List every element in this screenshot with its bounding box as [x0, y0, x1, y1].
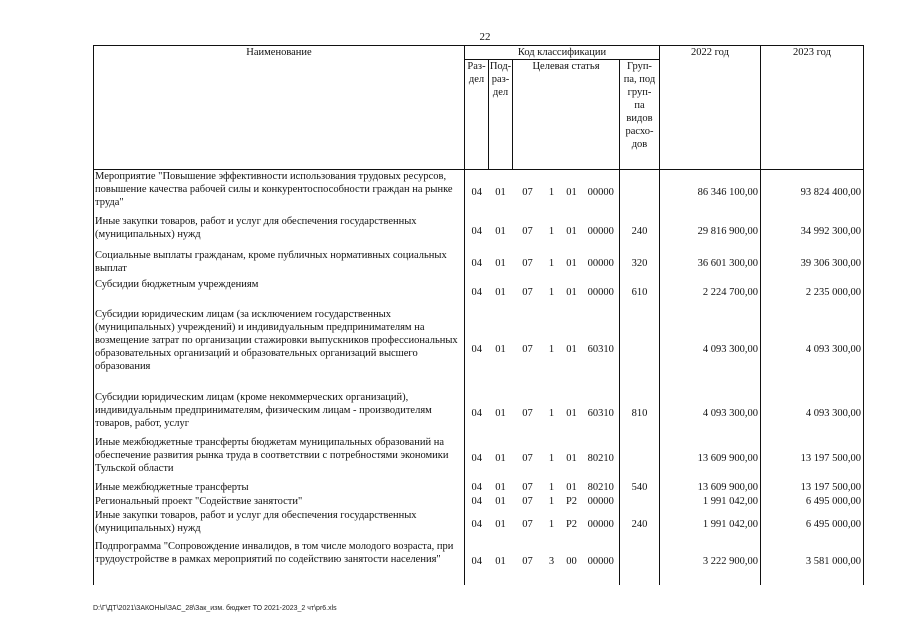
row-tsel-1: 07 — [522, 226, 533, 237]
row-razdel: 04 — [465, 249, 489, 278]
table-row — [94, 215, 864, 249]
row-tsel-2: 1 — [548, 452, 555, 464]
row-2023: 13 197 500,00 — [761, 481, 864, 495]
row-razdel: 04 — [465, 495, 489, 509]
row-name: Субсидии юридическим лицам (за исключением государственных (муниципальных) учреждений) и индивидуальным предпринимателям на возмещение затрат по организации стажировки выпускников профессиональных образовательных организаций и образовательных организаций высшего образования — [94, 308, 465, 391]
row-tsel-4: 80210 — [583, 436, 620, 481]
row-tsel-3: 01 — [566, 257, 577, 269]
row-tsel-1: 07 — [522, 343, 533, 355]
row-name: Субсидии бюджетным учреждениям — [94, 278, 465, 308]
row-2022: 86 346 100,00 — [660, 170, 761, 215]
row-vr — [620, 170, 660, 215]
row-tsel-3: 01 — [566, 482, 577, 493]
row-tsel-2: 1 — [548, 518, 555, 530]
row-tsel-4: 00000 — [583, 540, 620, 585]
row-name: Иные закупки товаров, работ и услуг для обеспечения государственных (муниципальных) нужд — [94, 509, 465, 540]
row-vr — [620, 436, 660, 481]
row-2022: 13 609 900,00 — [660, 481, 761, 495]
row-vr — [620, 495, 660, 509]
row-tsel-2: 1 — [548, 186, 555, 198]
row-podrazdel: 01 — [495, 407, 506, 419]
table-row — [94, 170, 864, 215]
row-2022: 3 222 900,00 — [660, 540, 761, 585]
row-tsel-2: 1 — [548, 496, 555, 507]
table-row — [94, 481, 864, 495]
row-podrazdel: 01 — [495, 556, 506, 568]
table-row — [94, 308, 864, 391]
row-tsel-2: 1 — [548, 226, 555, 237]
row-2023: 6 495 000,00 — [761, 509, 864, 540]
row-name: Подпрограмма "Сопровождение инвалидов, в том числе молодого возраста, при трудоустройстве в рамках мероприятий по содействию занятости населения" — [94, 540, 465, 585]
header-year-2022: 2022 год — [660, 46, 761, 170]
table-row — [94, 391, 864, 436]
row-podrazdel: 01 — [495, 226, 506, 237]
row-podrazdel: 01 — [495, 452, 506, 464]
table-row — [94, 509, 864, 540]
footer-file-path: D:\Г\ДТ\2021\ЗАКОНЫ\ЗАС_28\Зак_изм. бюджет ТО 2021-2023_2 чт\pr6.xls — [93, 605, 337, 612]
row-tsel-4: 60310 — [583, 308, 620, 391]
row-tsel-3: 01 — [566, 407, 577, 419]
table-row — [94, 278, 864, 308]
row-podrazdel: 01 — [495, 343, 506, 355]
row-razdel: 04 — [465, 308, 489, 391]
row-tsel-1: 07 — [522, 496, 533, 507]
row-2022: 13 609 900,00 — [660, 436, 761, 481]
row-2022: 29 816 900,00 — [660, 215, 761, 249]
header-podrazdel: Под- раз- дел — [489, 60, 513, 170]
table-row — [94, 436, 864, 481]
row-tsel-4: 00000 — [583, 215, 620, 249]
page-number: 22 — [479, 31, 491, 43]
row-vr — [620, 540, 660, 585]
row-2022: 1 991 042,00 — [660, 495, 761, 509]
row-2022: 4 093 300,00 — [660, 391, 761, 436]
budget-table — [93, 45, 864, 585]
row-podrazdel: 01 — [495, 186, 506, 198]
row-vr: 810 — [620, 391, 660, 436]
row-2023: 2 235 000,00 — [761, 278, 864, 308]
row-vr: 610 — [620, 278, 660, 308]
row-tsel-4: 60310 — [583, 391, 620, 436]
row-2023: 34 992 300,00 — [761, 215, 864, 249]
row-tsel-3: P2 — [565, 496, 578, 507]
row-tsel-4: 00000 — [583, 509, 620, 540]
row-vr: 240 — [620, 215, 660, 249]
row-name: Социальные выплаты гражданам, кроме публичных нормативных социальных выплат — [94, 249, 465, 278]
row-tsel-4: 00000 — [583, 278, 620, 308]
header-classification: Код классификации — [465, 46, 660, 60]
row-tsel-3: 01 — [566, 452, 577, 464]
row-podrazdel: 01 — [495, 482, 506, 493]
row-2023: 3 581 000,00 — [761, 540, 864, 585]
table-row — [94, 540, 864, 585]
row-tsel-1: 07 — [522, 186, 533, 198]
row-tsel-1: 07 — [522, 518, 533, 530]
row-2023: 39 306 300,00 — [761, 249, 864, 278]
row-2023: 13 197 500,00 — [761, 436, 864, 481]
row-razdel: 04 — [465, 170, 489, 215]
row-name: Иные межбюджетные трансферты бюджетам муниципальных образований на обеспечение развития рынка труда в соответствии с потребностями экономики Тульской области — [94, 436, 465, 481]
row-tsel-3: 01 — [566, 287, 577, 298]
row-podrazdel: 01 — [495, 496, 506, 507]
row-vr — [620, 308, 660, 391]
row-razdel: 04 — [465, 278, 489, 308]
row-tsel-2: 3 — [548, 556, 555, 568]
row-razdel: 04 — [465, 391, 489, 436]
row-2023: 6 495 000,00 — [761, 495, 864, 509]
row-podrazdel: 01 — [495, 518, 506, 530]
row-tsel-2: 1 — [548, 407, 555, 419]
header-name: Наименование — [94, 46, 465, 170]
row-tsel-2: 1 — [548, 257, 555, 269]
row-razdel: 04 — [465, 215, 489, 249]
row-tsel-4: 00000 — [583, 495, 620, 509]
row-razdel: 04 — [465, 481, 489, 495]
header-tselevaya: Целевая статья — [513, 60, 620, 170]
row-tsel-3: 01 — [566, 343, 577, 355]
row-tsel-1: 07 — [522, 287, 533, 298]
header-gruppa: Груп- па, под груп- па видов расхо- дов — [620, 60, 660, 170]
row-podrazdel: 01 — [495, 257, 506, 269]
table-row — [94, 249, 864, 278]
row-tsel-3: 00 — [566, 556, 577, 568]
row-2022: 1 991 042,00 — [660, 509, 761, 540]
row-razdel: 04 — [465, 540, 489, 585]
row-tsel-1: 07 — [522, 556, 533, 568]
row-2023: 4 093 300,00 — [761, 391, 864, 436]
row-tsel-3: 01 — [566, 226, 577, 237]
row-tsel-3: P2 — [565, 518, 578, 530]
row-tsel-2: 1 — [548, 287, 555, 298]
row-2022: 4 093 300,00 — [660, 308, 761, 391]
row-name: Субсидии юридическим лицам (кроме некоммерческих организаций), индивидуальным предпринимателям, физическим лицам - производителям товаров, работ, услуг — [94, 391, 465, 436]
row-tsel-4: 80210 — [583, 481, 620, 495]
row-name: Мероприятие "Повышение эффективности использования трудовых ресурсов, повышение качества рабочей силы и конкурентоспособности граждан на рынке труда" — [94, 170, 465, 215]
row-tsel-1: 07 — [522, 407, 533, 419]
row-razdel: 04 — [465, 509, 489, 540]
row-tsel-3: 01 — [566, 186, 577, 198]
row-tsel-1: 07 — [522, 452, 533, 464]
row-tsel-4: 00000 — [583, 249, 620, 278]
row-2023: 4 093 300,00 — [761, 308, 864, 391]
row-name: Региональный проект "Содействие занятости" — [94, 495, 465, 509]
row-tsel-2: 1 — [548, 482, 555, 493]
row-tsel-1: 07 — [522, 482, 533, 493]
row-2023: 93 824 400,00 — [761, 170, 864, 215]
header-razdel: Раз- дел — [465, 60, 489, 170]
row-podrazdel: 01 — [495, 287, 506, 298]
table-row — [94, 495, 864, 509]
row-vr: 540 — [620, 481, 660, 495]
row-vr: 320 — [620, 249, 660, 278]
row-tsel-2: 1 — [548, 343, 555, 355]
row-vr: 240 — [620, 509, 660, 540]
row-2022: 2 224 700,00 — [660, 278, 761, 308]
header-year-2023: 2023 год — [761, 46, 864, 170]
row-razdel: 04 — [465, 436, 489, 481]
row-2022: 36 601 300,00 — [660, 249, 761, 278]
row-name: Иные закупки товаров, работ и услуг для обеспечения государственных (муниципальных) нужд — [94, 215, 465, 249]
row-tsel-4: 00000 — [583, 170, 620, 215]
row-name: Иные межбюджетные трансферты — [94, 481, 465, 495]
row-tsel-1: 07 — [522, 257, 533, 269]
